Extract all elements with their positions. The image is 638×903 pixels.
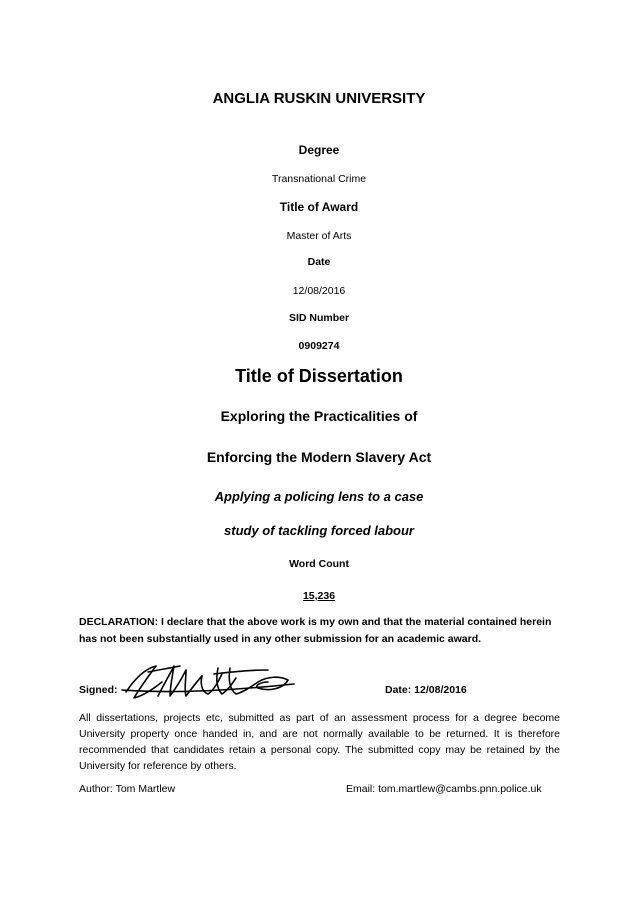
date-value: 12/08/2016 bbox=[292, 285, 346, 297]
degree-label: Degree bbox=[298, 143, 340, 157]
notice-paragraph: All dissertations, projects etc, submitted as part of an assessment process for a degree become University property once handed in, and are not normally available to be returned. It is therefore recommended that candidates retain a personal copy. The submitted copy may be retained by the University for reference by others. bbox=[79, 712, 560, 772]
author: Author: Tom Martlew bbox=[79, 783, 176, 795]
word-count-label: Word Count bbox=[289, 558, 349, 570]
subtitle-line-2: study of tackling forced labour bbox=[224, 523, 414, 538]
award-label: Title of Award bbox=[279, 200, 359, 214]
subtitle-line-1: Applying a policing lens to a case bbox=[214, 489, 424, 504]
email: Email: tom.martlew@cambs.pnn.police.uk bbox=[346, 783, 542, 795]
declaration-line-1: DECLARATION: I declare that the above work is my own and that the material contained herein bbox=[79, 616, 552, 628]
declaration-line-2: has not been substantially used in any other submission for an academic award. bbox=[79, 633, 482, 645]
degree-value: Transnational Crime bbox=[271, 173, 367, 185]
signature-image bbox=[118, 660, 298, 706]
sid-label: SID Number bbox=[288, 312, 350, 324]
signature-date: Date: 12/08/2016 bbox=[385, 684, 467, 696]
sid-value: 0909274 bbox=[298, 340, 340, 352]
date-label: Date bbox=[307, 256, 331, 268]
university-name: ANGLIA RUSKIN UNIVERSITY bbox=[212, 90, 426, 107]
title-line-2: Enforcing the Modern Slavery Act bbox=[206, 449, 432, 465]
award-value: Master of Arts bbox=[286, 230, 352, 242]
dissertation-heading: Title of Dissertation bbox=[235, 366, 403, 386]
word-count-value: 15,236 bbox=[302, 590, 336, 602]
title-line-1: Exploring the Practicalities of bbox=[220, 408, 418, 424]
signed-label: Signed: bbox=[79, 684, 118, 696]
